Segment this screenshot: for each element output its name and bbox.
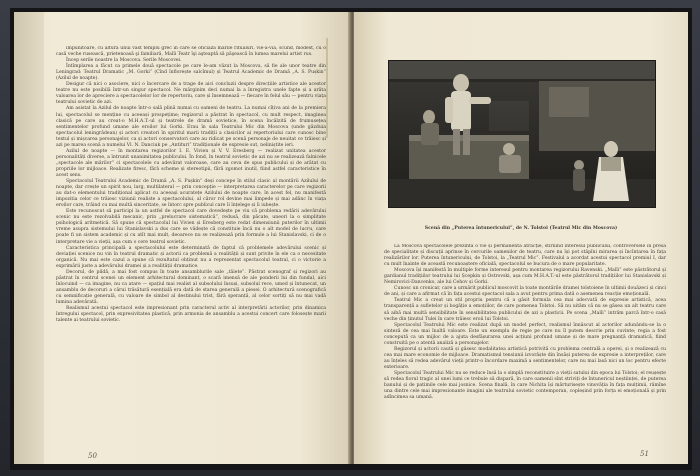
right-paragraph: Regizorul și actorii caută și găsesc modalitatea artistică potrivită cu problema centrală a operei, și o realizează cu cea mai mare economie de mijloace. Dramatismul tensiunii izvorăște din însăși puterea de expresie a interpreților, care au înțeles să redea adevărul vieții printr-o încordare maximă a sentimentelor, care nu mai lasă nici un loc pentru efecte exterioare. (384, 346, 666, 370)
open-book (10, 8, 692, 470)
left-page-text (56, 46, 326, 426)
left-paragraph: Este recunoscut să participi la un astfel de spectacol care dovedește pe viu că problema redării adevărului scenic nu este rezolvabilă mecanic, prin „prelucrare sistematică”, redusă, din păcate, uneori la o simplitate psihologică aritmetică. Să spune că spectacolul lui Vivien și Eresberg este redat dimensiunii puterilor în ultimii vreme asupra sistemului lui Stanislavski a dus care se vădește că constituie încă nu o alt model de lucru, care poate fi un sistem academic și cu atît mai mult, deoarece nu se realizează prin formule a lui Stanislavski, ci de o interpretare vie a vieții, așa cum o cere teatrul sovietic. (56, 209, 326, 245)
left-paragraph: Caracteristica principală a spectacolului este determinată de faptul că problemele adevărului scenic și deviației scenice nu vin în teatrul dramatic și actorii ca problemă a realității și sunt privite în ele ca o necesitate organică. Nu mai este cazul a spune că rezultatul obținut nu a reprezentat spectacolul teatral, ci o victorie a exprimării juste a adevărului dramei și a realității dramatice. (56, 245, 326, 269)
page-number-left: 50 (88, 452, 97, 460)
right-paragraph: Moscova își manifestă în multiple forme interesul pentru montarea regizorului Ravenski. „Malîi” este păstrătorul și gardianul tradițiilor teatrului lui Șcepkin și Ostrovski, așa cum M.H.A.T.-ul este păstrătorul tradițiilor lui Stanislavski și Nemirovici-Dancenko, ale lui Cehov și Gorki. (384, 268, 666, 286)
left-page-edge (14, 12, 44, 464)
left-paragraph: Am asistat la Azilul de noapte într-o sală plină numai cu oameni de teatru. La numai cîțiva ani de la premiera lui, spectacolul se menține cu aceeași prospețime; regizorul a păstrat în spectacol, cu mult respect, imaginea clasică pe care au creat-o M.H.A.T.-ul și teatrele de dramă sovietice, în scena încălzită de frumusețea sentimentelor profund umane ale eroilor lui Gorki. Erau în sala Teatrului Mic din Moscova (unde găzduia spectacolul leningrădean) și actori creatori în spiritul marii tradiții a clasicilor ai repertoriului care cunosc bine textul și mișcarea personajelor, ca și actori conservatori care au ridicat pe scenă personaje de neuitat ce trăiesc și azi pe marea scenă a numelui Vl. N. Danciuk pe „Antituri” tradiționale de expresie sut, neliniștite ieri. (56, 106, 326, 148)
photo-caption: Scenă din „Puterea întunericului”, de N. Tolstoi (Teatrul Mic din Moscova) (424, 226, 618, 231)
left-paragraph: Azilul de noapte — în montarea regizorilor I. E. Vivien și V. V. Eresberg — realizat unitatea acestor personalități diverse, a întrunit unanimitatea publicului. În fond, în teatrul sovietic de azi nu se realizează falnicele „spectacole ale mărilor” ci spectacolele cu adevărat valoroase, care au ceva de spus publicului și de arătat cu propriile lor mijloace. Realizate firesc, fără scheme și stereotipii, fără zgomot inutil, fiind astfel caracteristice în acest sens. (56, 148, 326, 178)
right-paragraph: Spectacolul Teatrului Mic nu se reduce însă la o simplă reconstituire a vieții satului din epoca lui Tolstoi; el reușește să redea fiorul tragic al unei lumi ce trebuie să dispară, în care oamenii sînt striviți de întunericul neștiinței, de puterea banului și de patimile cele mai josnice. Scena finală, în care Nichita își mărturisește vinovăția în fața mulțimii, rămîne una dintre cele mai impresionante imagini ale teatrului sovietic contemporan, copleșind prin forța ei emoțională și prin adîncimea sa umană. (384, 370, 666, 401)
right-paragraph: Cunosc un cronicar, care a urmărit publicul moscovit la toate montările dramei tolstoiene în ultimii douăzeci și cinci de ani, și care a afirmat că în fața acestui spectacol sala a avut pentru prima dată o asemenea reacție emoțională. (384, 286, 666, 298)
right-paragraph: Teatrul Mic a creat un stil propriu pentru că a găsit formula cea mai adecvată de expresie artistică, acea transparență a sufletelor și bogăție a emoțiilor, de care pomenea Tolstoi. Să nu uităm că nu se găsea un alt teatru care să aibă mai multă sensibilitate în sensibilitatea publicului de azi a plasticii. Pe scena „Malîi” intrăm parcă într-o casă veche din ținutul Tulei în care trăiesc eroii lui Tolstoi. (384, 298, 666, 322)
right-paragraph: La Moscova spectacolele prezintă o vie și permanentă atracție, stîrnind interesul publicului, controversele în presa de specialitate și discuții aprinse în cercurile oamenilor de teatru, care nu își pot stăpîni mirarea și încîntarea în fața realizărilor lor. Puterea întunericului, de Tolstoi, la „Teatrul Mic”. Festivalul a acordat acestui spectacol premiul I, dar cu mult înainte de această recunoaștere oficială, spectacolul se bucura de o mare popularitate. (384, 244, 666, 268)
left-paragraph: Întîmplarea a făcut ca primele două spectacole pe care le-am văzut la Moscova, să fie ale unor teatre din Leningrad: Teatrul Dramatic „M. Gorki” (Cînd înflorește salcîmul) și Teatrul Academic de Dramă „A. S. Pușkin” (Azilul de noapte). (56, 64, 326, 82)
left-paragraph: Încep serile noastre la Moscova. Serile Moscovei. (66, 58, 182, 64)
page-number-right: 51 (640, 450, 649, 458)
right-page (354, 12, 688, 464)
right-paragraph: Spectacolul Teatrului Mic este realizat după un model perfect, realismul înnăscut al actorilor adunându-se la o sinteză de cea mai înaltă valoare. Este un exemplu de regie pe care nu îl putem descrie prin cuvinte; regia a fost concepută ca un mijloc de a ajuta desfășurarea unei acțiuni profund umane și de mare pregnanță dramatică, fiind construită pe o atentă analiză a personajelor. (384, 322, 666, 346)
left-paragraph: Realismul acestui spectacol este impresionant prin caracterul activ al interpretării actorilor, prin dinamica întregului spectacol, prin expresivitatea plastică, prin armonia de ansamblu a acestui concert care folosește marii talente ai teatrului sovietic. (56, 306, 326, 324)
left-paragraph: impunitoare, cu altura unui vast templu grec în care se oficiază marile ritualuri, vie-a-via, scund, modest, cu o casă veche rusească, prietenoasă şi familiară, Malîi Teatr îşi aşteaptă să păşească în lumea marelui artist rus. (56, 46, 326, 58)
photo-illustration (389, 61, 655, 207)
theatre-scene-photo (388, 60, 656, 208)
left-paragraph: Desigur că nici o asociere, nici o încercare de a trage de aici concluzii despre direcțiile artistice ale acestor teatre nu este posibilă într-un singur spectacol. Ne mărginim deci numai la a înregistra unele fapte și a arăta valoarea lor de apreciere a spectacolelor lor de repertoriu, care și însemnează — fiecare în felul său — pentru viața teatrului sovietic de azi. (56, 82, 326, 106)
left-paragraph: Decorul, de pildă, a mai fost compus în toate ansamblurile sale „tăiete”. Păstrat scenograf și regizori au păstrat în centrul scenei un element arhitectural dominant, o scară imensă de ale ponderii lui din fundal, aici înlocuind — ca imagine, nu ca atare — spațiul mai realist al subsolului însuși, subsolul rece, umed și întunecat, un ansamblu de decoruri a cărui trăsătură esențială era dată de starea generală a piesei. O arhitectură scenografică cu semnificație generală, cu valoare de simbol al destinului trist, fără speranță, al celor sortiți să nu mai vadă lumina adevărată. (56, 269, 326, 305)
left-page (14, 12, 350, 464)
right-page-text (384, 244, 666, 444)
margin-mark (326, 38, 328, 138)
left-paragraph: Spectacolul Teatrului Academic de Dramă „A. S. Pușkin” deși concepe în stilul clasic al montării Azilului de noapte, dar crește un spirit nou, larg, multilateral — prin concepție — interpretarea caracterelor pe care regizorii au dat-o elementului tradițional aplicat cu aceeași acuratețe Azilului de noapte care, în acest fel, nu manifestă impozitia celor ce trăiesc viziunii realiste a spectacolului, al căror rol devine mai limpede și mai adânc în viața eroilor care, trăind cu mai multă sinceritate, se întorc spre publicul care îi înțelege și îi iubește. (56, 179, 326, 209)
